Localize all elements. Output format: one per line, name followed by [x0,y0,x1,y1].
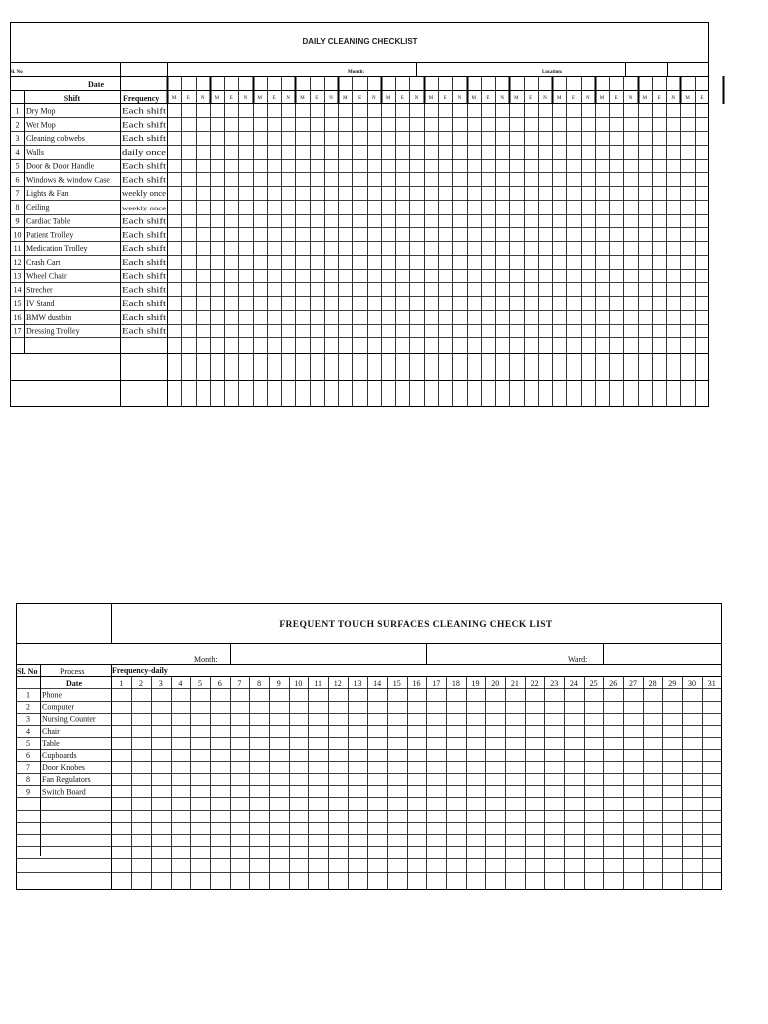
shift-code-m: M [556,96,562,101]
form1-title: DAILY CLEANING CHECKLIST [302,37,418,46]
row-number: 3 [26,714,30,724]
row-number: 2 [26,702,30,712]
day-number: 26 [609,679,618,688]
day-number: 5 [198,679,202,688]
shift-code-e: E [272,96,276,101]
shift-code-m: M [171,96,177,101]
checklist-row [14,230,168,239]
row-number: 6 [26,751,30,760]
shift-code-n: N [329,96,333,101]
row-number: 4 [15,147,20,157]
row-number: 11 [13,244,22,253]
row-number: 7 [26,763,30,773]
day-number: 30 [688,679,696,688]
row-number: 16 [13,312,22,322]
date-label: Date [88,80,104,89]
row-item: Fan Regulators [42,775,91,785]
shift-code-n: N [671,96,676,101]
row-item: Medication Trolley [26,244,88,253]
process-label: Process [60,667,85,676]
day-number: 4 [178,679,183,688]
day-number: 6 [217,679,222,688]
row-item: IV Stand [26,299,55,308]
row-item: Cleaning cobwebs [26,134,85,143]
row-number: 3 [15,134,20,143]
row-frequency: Each shift [122,216,168,226]
surface-row [26,763,85,772]
shift-code-e: E [358,96,362,101]
row-item: Dry Mop [26,106,56,116]
row-number: 4 [26,726,30,736]
row-item: Chair [42,726,60,736]
row-number: 12 [13,257,22,267]
row-frequency: Each shift [122,106,168,116]
shift-code-e: E [486,96,490,101]
shift-code-m: M [471,96,476,101]
shift-code-e: E [229,96,233,101]
shift-code-n: N [414,96,419,101]
frequent-touch-surfaces-checklist [16,603,722,890]
row-item: Ceiling [26,202,50,212]
row-number: 9 [15,216,20,226]
row-frequency: weekly once [122,205,167,212]
shift-code-n: N [500,96,505,101]
checklist-row [14,258,168,267]
day-number: 20 [491,679,500,688]
row-item: Patient Trolley [26,230,74,240]
row-item: Door & Door Handle [26,161,95,171]
shift-code-m: M [428,96,434,101]
row-frequency: Each shift [122,134,168,143]
row-item: Wet Mop [26,120,56,130]
shift-code-m: M [300,96,305,101]
shift-code-e: E [571,96,576,101]
row-number: 1 [15,106,20,116]
row-item: BMW dustbin [26,312,72,322]
shift-code-n: N [543,96,547,101]
checklist-row [14,244,167,253]
checklist-row [16,175,168,184]
surface-row [26,691,62,700]
shift-code-e: E [315,96,319,101]
day-number: 15 [392,679,401,688]
day-number: 28 [648,679,657,688]
day-number: 13 [353,679,362,688]
row-number: 1 [26,690,30,700]
slno-label: Sl. No [10,70,23,75]
day-number: 31 [707,679,716,688]
row-number: 6 [15,175,20,185]
checklist-row [14,313,168,322]
shift-code-n: N [243,96,248,101]
shift-code-m: M [385,96,391,101]
month-label: Month: [348,70,365,75]
checklist-row [14,299,168,308]
row-frequency: Each shift [122,120,168,130]
day-number: 7 [237,679,242,688]
day-number: 11 [314,679,322,688]
surface-row [26,751,77,760]
day-number: 1 [119,679,124,688]
shift-code-m: M [599,96,605,101]
shift-code-n: N [371,96,376,101]
location-label: Location: [542,70,563,75]
row-item: Cupboards [42,751,77,760]
shift-code-m: M [214,96,220,101]
shift-code-n: N [286,96,291,101]
shift-code-e: E [614,96,618,101]
row-item: Strecher [26,285,53,295]
row-number: 9 [26,787,30,797]
shift-code-m: M [685,96,690,101]
shift-code-m: M [257,96,262,101]
day-number: 3 [158,679,163,688]
row-number: 5 [15,161,20,171]
row-frequency: Each shift [122,299,168,308]
checklist-row [16,189,167,198]
day-number: 16 [412,679,421,688]
day-number: 25 [589,679,598,688]
row-item: Dressing Trolley [26,326,80,336]
day-number: 17 [432,679,441,688]
row-item: Phone [42,690,62,700]
checklist-rows [14,107,168,336]
shift-code-n: N [628,96,633,101]
shift-code-e: E [700,96,704,101]
shift-code-m: M [343,96,348,101]
surface-row [26,775,91,784]
shift-code-n: N [585,96,590,101]
row-item: Table [42,738,60,748]
checklist-row [16,162,168,171]
row-frequency: Each shift [122,244,168,253]
day-number: 18 [451,679,460,688]
day-number-header [119,679,715,688]
row-frequency: Each shift [122,175,168,185]
day-number: 12 [333,679,342,688]
shift-code-e: E [186,96,190,101]
day-number: 22 [530,679,539,688]
day-number: 23 [550,679,559,688]
row-item: Windows & window Case [26,175,110,185]
daily-cleaning-checklist [10,23,724,408]
surface-row [26,715,96,724]
row-item: Nursing Counter [42,714,96,724]
shift-code-m: M [642,96,648,101]
checklist-row [16,203,167,212]
row-frequency: Each shift [122,161,168,171]
day-number: 10 [294,679,303,688]
day-number: 8 [257,679,262,688]
shift-code-e: E [443,96,447,101]
row-number: 13 [13,271,22,281]
checklist-row [16,107,168,116]
shift-code-e: E [400,96,404,101]
row-number: 8 [26,775,30,785]
shift-code-n: N [457,96,462,101]
shift-code-e: E [657,96,661,101]
surface-row [26,787,86,796]
day-number: 27 [629,679,637,688]
checklist-row [14,327,168,336]
frequency-label: Frequency [123,94,160,103]
shift-label: Shift [63,94,81,103]
row-item: Door Knobes [42,763,85,773]
row-number: 15 [13,299,22,308]
month-label-2: Month: [194,655,218,664]
shift-code-e: E [529,96,533,101]
form2-title: FREQUENT TOUCH SURFACES CLEANING CHECK LIST [279,620,553,630]
row-frequency: Each shift [122,285,168,295]
checklist-row [14,285,168,294]
day-number: 19 [471,679,480,688]
row-number: 17 [13,326,22,336]
row-number: 14 [13,285,22,295]
row-frequency: weekly once [122,189,167,198]
surface-row [26,727,60,736]
row-frequency: Each shift [122,230,168,240]
row-item: Computer [42,702,74,712]
row-item: Crash Cart [26,257,61,267]
day-number: 29 [668,679,677,688]
day-number: 24 [569,679,578,688]
day-number: 9 [276,679,281,688]
row-item: Lights & Fan [26,189,69,198]
frequency-daily-label: Frequency-daily [112,666,168,675]
row-frequency: daily once [122,147,167,157]
day-number: 14 [373,679,382,688]
surface-row [26,739,60,748]
shift-code-m: M [514,96,519,101]
row-number: 10 [13,230,22,240]
row-item: Cardiac Table [26,216,71,226]
row-item: Wheel Chair [26,271,67,281]
row-frequency: Each shift [122,271,168,281]
slno-label-2: Sl. No [17,667,38,676]
checklist-row [16,148,167,157]
shift-code-n: N [200,96,205,101]
checklist-row [14,272,168,281]
day-number: 21 [510,679,519,688]
surface-row [26,703,74,712]
row-number: 5 [26,738,30,748]
checklist-row [16,120,168,129]
row-number: 7 [15,189,20,198]
row-number: 8 [15,202,20,212]
row-frequency: Each shift [122,312,168,322]
row-number: 2 [15,120,20,130]
day-number: 2 [139,679,143,688]
checklist-row [16,134,168,143]
row-frequency: Each shift [122,257,168,267]
ward-label: Ward: [568,655,588,664]
row-item: Walls [26,147,45,157]
checklist-row [16,217,168,226]
date-label-2: Date [66,679,82,688]
surface-rows [26,691,96,797]
row-item: Switch Board [42,787,86,797]
row-frequency: Each shift [122,326,168,336]
